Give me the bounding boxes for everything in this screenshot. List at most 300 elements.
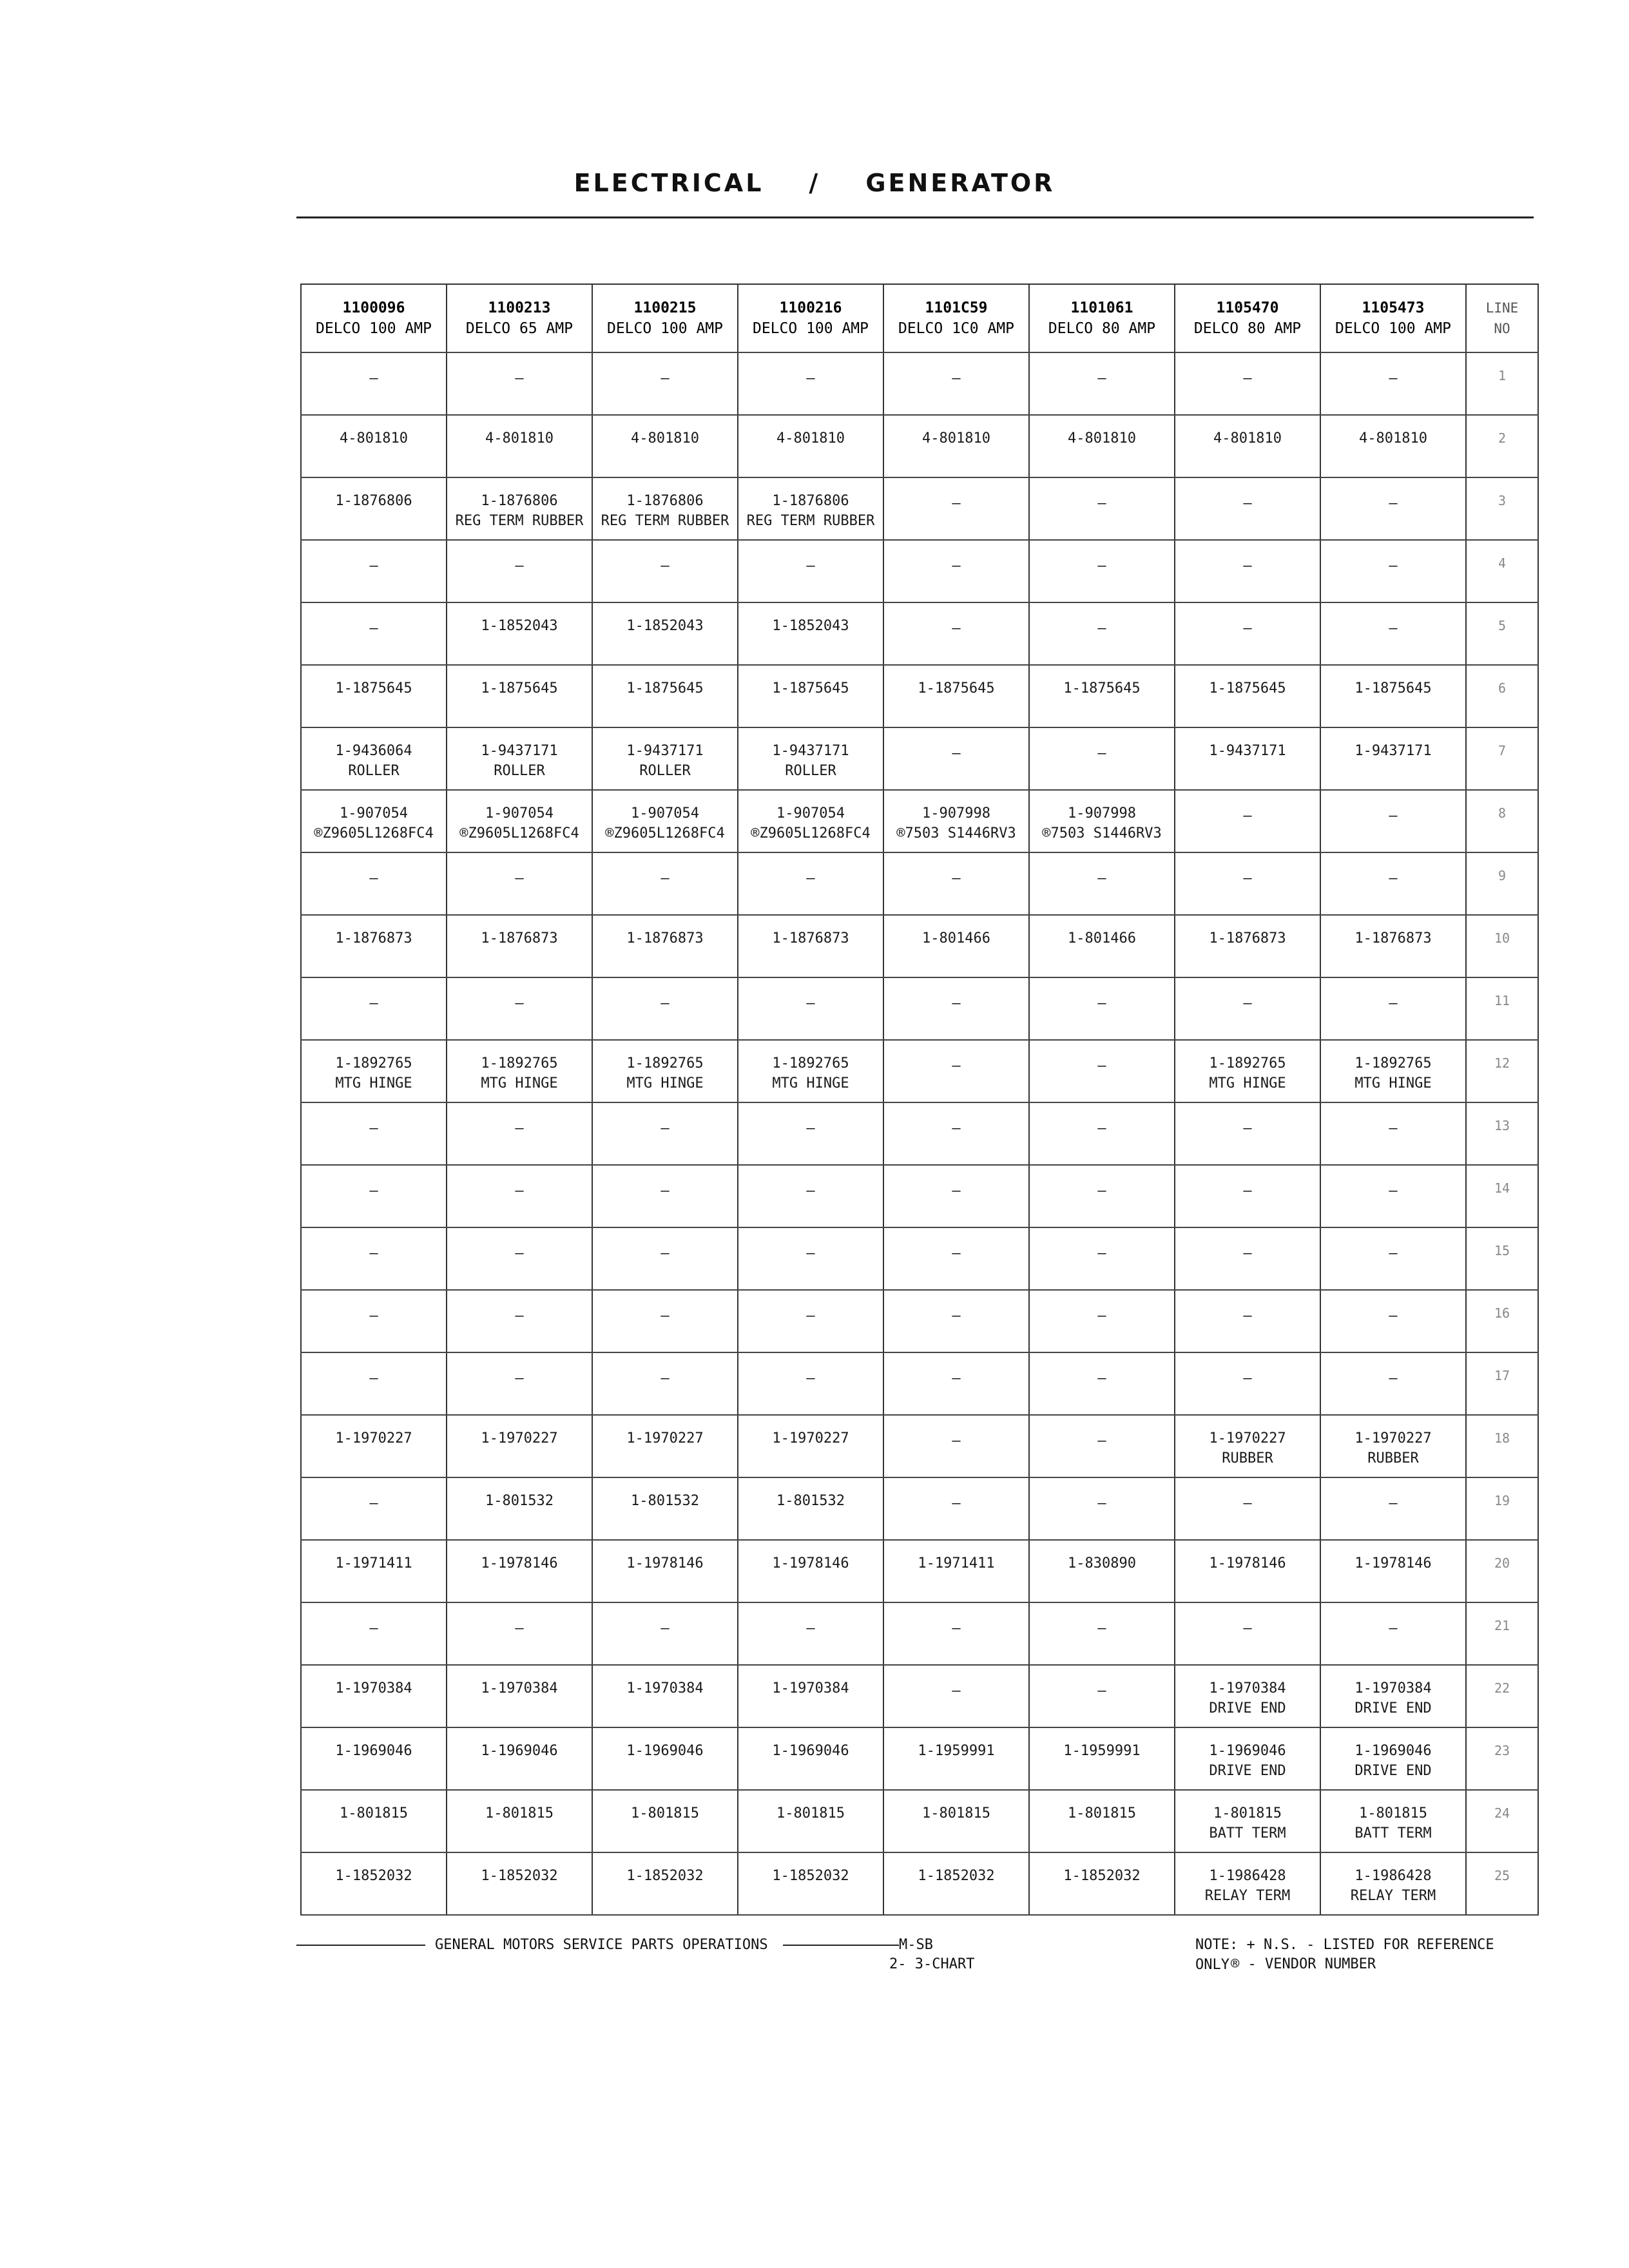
part-cell <box>883 852 1029 915</box>
column-part-number: 1101C59 <box>925 300 988 316</box>
part-note: DRIVE END <box>1354 1763 1432 1779</box>
part-number: 1-1971411 <box>335 1555 412 1571</box>
not-applicable-dash: — <box>1097 1308 1106 1324</box>
not-applicable-dash: — <box>1097 1245 1106 1262</box>
column-part-number: 1105470 <box>1216 300 1279 316</box>
part-cell <box>592 415 738 477</box>
part-cell <box>1029 477 1175 540</box>
part-note: MTG HINGE <box>335 1075 412 1091</box>
part-cell <box>738 1040 883 1102</box>
not-applicable-dash: — <box>1097 1620 1106 1637</box>
table-row <box>301 1665 1538 1727</box>
line-number: 11 <box>1466 977 1538 1040</box>
part-cell <box>447 1727 592 1790</box>
part-cell <box>447 1352 592 1415</box>
part-number: 1-801532 <box>485 1493 554 1509</box>
header-row <box>301 284 1538 352</box>
part-cell <box>883 1102 1029 1165</box>
part-cell <box>883 977 1029 1040</box>
part-cell <box>592 1602 738 1665</box>
part-cell <box>1029 540 1175 602</box>
part-number: 4-801810 <box>922 430 990 447</box>
not-applicable-dash: — <box>806 1308 815 1324</box>
part-cell <box>1175 1665 1320 1727</box>
part-cell <box>1175 1790 1320 1852</box>
part-cell <box>447 1102 592 1165</box>
part-cell <box>1175 790 1320 852</box>
part-cell <box>883 1790 1029 1852</box>
part-cell <box>1175 665 1320 727</box>
not-applicable-dash: — <box>806 1370 815 1387</box>
part-cell <box>592 1415 738 1477</box>
part-cell <box>1175 1602 1320 1665</box>
table-row <box>301 915 1538 977</box>
title-section: ELECTRICAL <box>574 169 764 197</box>
not-applicable-dash: — <box>1389 558 1398 574</box>
part-cell <box>301 1352 447 1415</box>
part-cell <box>1320 1040 1466 1102</box>
not-applicable-dash: — <box>515 558 524 574</box>
footer-rule-left <box>296 1945 425 1946</box>
part-cell <box>883 602 1029 665</box>
not-applicable-dash: — <box>806 1120 815 1137</box>
not-applicable-dash: — <box>369 620 378 637</box>
part-note: MTG HINGE <box>1209 1075 1286 1091</box>
footer-publisher: GENERAL MOTORS SERVICE PARTS OPERATIONS <box>435 1937 768 1953</box>
part-cell <box>1320 1165 1466 1227</box>
not-applicable-dash: — <box>1097 1495 1106 1512</box>
title-subsection: GENERATOR <box>865 169 1055 197</box>
table-row <box>301 540 1538 602</box>
column-part-number: 1100215 <box>633 300 697 316</box>
part-cell <box>1175 477 1320 540</box>
part-cell <box>1175 415 1320 477</box>
part-cell <box>1175 727 1320 790</box>
part-cell <box>447 477 592 540</box>
not-applicable-dash: — <box>1243 1620 1252 1637</box>
table-row <box>301 1165 1538 1227</box>
part-cell <box>301 1415 447 1477</box>
not-applicable-dash: — <box>806 1245 815 1262</box>
not-applicable-dash: — <box>1389 1183 1398 1199</box>
part-number: 1-1876873 <box>335 930 412 947</box>
part-cell <box>301 1477 447 1540</box>
part-number: 1-801466 <box>1068 930 1136 947</box>
table-row <box>301 602 1538 665</box>
part-cell <box>1320 852 1466 915</box>
part-number: 1-1876873 <box>1354 930 1432 947</box>
not-applicable-dash: — <box>369 1370 378 1387</box>
part-cell <box>1175 1165 1320 1227</box>
not-applicable-dash: — <box>952 1683 961 1699</box>
column-part-number: 1100216 <box>779 300 842 316</box>
not-applicable-dash: — <box>1243 1370 1252 1387</box>
column-header <box>447 284 592 352</box>
not-applicable-dash: — <box>1243 370 1252 387</box>
line-number: 12 <box>1466 1040 1538 1102</box>
not-applicable-dash: — <box>1389 808 1398 824</box>
part-cell <box>1029 1290 1175 1352</box>
part-number: 1-9437171 <box>481 743 558 759</box>
not-applicable-dash: — <box>1243 1308 1252 1324</box>
part-note: DRIVE END <box>1354 1700 1432 1716</box>
part-cell <box>301 1540 447 1602</box>
line-number: 7 <box>1466 727 1538 790</box>
part-number: 1-801815 <box>922 1805 990 1821</box>
part-cell <box>738 1227 883 1290</box>
part-cell <box>592 1165 738 1227</box>
line-number: 9 <box>1466 852 1538 915</box>
not-applicable-dash: — <box>806 995 815 1012</box>
part-cell <box>738 540 883 602</box>
part-number: 1-1892765 <box>626 1055 704 1072</box>
part-note: REG TERM RUBBER <box>746 513 875 529</box>
part-cell <box>883 1165 1029 1227</box>
part-cell <box>447 1290 592 1352</box>
part-number: 1-1970227 <box>626 1430 704 1446</box>
part-cell <box>301 1665 447 1727</box>
column-description: DELCO 65 AMP <box>465 320 574 337</box>
not-applicable-dash: — <box>952 495 961 512</box>
part-cell <box>1175 1352 1320 1415</box>
part-cell <box>1320 1102 1466 1165</box>
part-cell <box>592 1540 738 1602</box>
not-applicable-dash: — <box>1389 1495 1398 1512</box>
part-number: 1-1970384 <box>1209 1680 1286 1696</box>
part-number: 1-1970227 <box>481 1430 558 1446</box>
not-applicable-dash: — <box>660 1308 670 1324</box>
part-number: 1-1970227 <box>335 1430 412 1446</box>
part-cell <box>592 1477 738 1540</box>
part-note: MTG HINGE <box>772 1075 849 1091</box>
part-cell <box>738 1352 883 1415</box>
part-cell <box>883 1352 1029 1415</box>
part-cell <box>1029 1665 1175 1727</box>
part-cell <box>883 790 1029 852</box>
part-cell <box>1320 1790 1466 1852</box>
title-underline <box>296 216 1534 218</box>
not-applicable-dash: — <box>660 558 670 574</box>
part-number: 1-801815 <box>485 1805 554 1821</box>
column-description: DELCO 80 AMP <box>1048 320 1156 337</box>
part-cell <box>1029 1227 1175 1290</box>
part-note: ROLLER <box>785 763 836 779</box>
part-note: REG TERM RUBBER <box>455 513 584 529</box>
not-applicable-dash: — <box>952 1495 961 1512</box>
part-note: REG TERM RUBBER <box>601 513 729 529</box>
part-cell <box>1029 1477 1175 1540</box>
part-cell <box>447 1852 592 1915</box>
part-cell <box>447 665 592 727</box>
part-number: 1-1970227 <box>1354 1430 1432 1446</box>
part-cell <box>883 415 1029 477</box>
part-cell <box>447 1790 592 1852</box>
part-cell <box>1320 1665 1466 1727</box>
not-applicable-dash: — <box>660 870 670 887</box>
not-applicable-dash: — <box>952 370 961 387</box>
table-row <box>301 1352 1538 1415</box>
part-cell <box>1320 665 1466 727</box>
column-header <box>1029 284 1175 352</box>
table-row <box>301 415 1538 477</box>
footer-note-ns: NOTE: + N.S. - LISTED FOR REFERENCE ONLY <box>1195 1937 1494 1973</box>
footer-note-vendor: ® - VENDOR NUMBER <box>1231 1956 1376 1972</box>
table-row <box>301 1290 1538 1352</box>
not-applicable-dash: — <box>369 995 378 1012</box>
part-cell <box>738 1540 883 1602</box>
part-number: 1-1978146 <box>772 1555 849 1571</box>
line-number: 15 <box>1466 1227 1538 1290</box>
part-number: 1-1876873 <box>481 930 558 947</box>
page-footer <box>296 1935 1534 1986</box>
part-number: 1-9437171 <box>772 743 849 759</box>
not-applicable-dash: — <box>1389 620 1398 637</box>
line-number: 21 <box>1466 1602 1538 1665</box>
not-applicable-dash: — <box>369 1620 378 1637</box>
line-number: 1 <box>1466 352 1538 415</box>
part-cell <box>883 1852 1029 1915</box>
part-number: 1-1969046 <box>772 1743 849 1759</box>
part-cell <box>1320 977 1466 1040</box>
not-applicable-dash: — <box>1097 1120 1106 1137</box>
not-applicable-dash: — <box>660 995 670 1012</box>
part-cell <box>447 852 592 915</box>
part-note: DRIVE END <box>1209 1763 1286 1779</box>
parts-chart-table <box>300 284 1539 1916</box>
part-number: 1-1986428 <box>1354 1868 1432 1884</box>
part-note: ROLLER <box>494 763 545 779</box>
part-cell <box>447 1040 592 1102</box>
part-number: 1-1892765 <box>481 1055 558 1072</box>
part-number: 1-1875645 <box>1354 680 1432 697</box>
not-applicable-dash: — <box>1243 995 1252 1012</box>
part-note: ®7503 S1446RV3 <box>1042 825 1162 841</box>
part-cell <box>738 602 883 665</box>
part-number: 1-1970384 <box>335 1680 412 1696</box>
part-cell <box>1029 1540 1175 1602</box>
not-applicable-dash: — <box>1097 370 1106 387</box>
line-number: 23 <box>1466 1727 1538 1790</box>
part-number: 4-801810 <box>340 430 408 447</box>
line-number: 16 <box>1466 1290 1538 1352</box>
not-applicable-dash: — <box>515 1620 524 1637</box>
line-number: 8 <box>1466 790 1538 852</box>
not-applicable-dash: — <box>515 1370 524 1387</box>
part-cell <box>1029 1102 1175 1165</box>
part-cell <box>738 1290 883 1352</box>
part-cell <box>1029 977 1175 1040</box>
part-number: 1-801815 <box>1213 1805 1282 1821</box>
part-number: 1-1852032 <box>481 1868 558 1884</box>
line-header-text: NO <box>1494 321 1510 336</box>
part-cell <box>1175 1290 1320 1352</box>
part-cell <box>1029 1852 1175 1915</box>
part-number: 1-1876806 <box>335 493 412 509</box>
part-cell <box>1320 477 1466 540</box>
not-applicable-dash: — <box>515 1245 524 1262</box>
not-applicable-dash: — <box>952 1370 961 1387</box>
part-number: 1-9437171 <box>1354 743 1432 759</box>
part-cell <box>301 1290 447 1352</box>
line-header-text: LINE <box>1485 300 1519 316</box>
not-applicable-dash: — <box>952 870 961 887</box>
part-cell <box>1320 1852 1466 1915</box>
line-number: 25 <box>1466 1852 1538 1915</box>
part-cell <box>447 415 592 477</box>
part-cell <box>447 602 592 665</box>
part-cell <box>1175 1540 1320 1602</box>
part-number: 1-1875645 <box>1063 680 1141 697</box>
part-cell <box>1175 352 1320 415</box>
part-cell <box>592 727 738 790</box>
not-applicable-dash: — <box>806 558 815 574</box>
part-cell <box>592 665 738 727</box>
part-number: 1-1986428 <box>1209 1868 1286 1884</box>
part-note: BATT TERM <box>1209 1825 1286 1841</box>
part-cell <box>1029 852 1175 915</box>
part-cell <box>883 1415 1029 1477</box>
part-cell <box>301 477 447 540</box>
not-applicable-dash: — <box>515 870 524 887</box>
part-cell <box>447 1165 592 1227</box>
part-number: 1-907054 <box>631 805 699 822</box>
part-cell <box>447 1665 592 1727</box>
part-cell <box>301 1790 447 1852</box>
part-number: 1-1876806 <box>481 493 558 509</box>
part-cell <box>592 1852 738 1915</box>
table-row <box>301 477 1538 540</box>
column-description: DELCO 100 AMP <box>752 320 869 337</box>
not-applicable-dash: — <box>660 1120 670 1137</box>
chart-body <box>301 352 1538 1915</box>
not-applicable-dash: — <box>1389 1620 1398 1637</box>
part-note: ®Z9605L1268FC4 <box>605 825 725 841</box>
part-cell <box>592 852 738 915</box>
part-cell <box>1320 727 1466 790</box>
part-cell <box>738 1727 883 1790</box>
not-applicable-dash: — <box>1243 495 1252 512</box>
part-number: 4-801810 <box>776 430 845 447</box>
not-applicable-dash: — <box>1097 1370 1106 1387</box>
table-row <box>301 1227 1538 1290</box>
not-applicable-dash: — <box>369 870 378 887</box>
part-number: 1-1971411 <box>918 1555 995 1571</box>
not-applicable-dash: — <box>1389 1308 1398 1324</box>
not-applicable-dash: — <box>515 1308 524 1324</box>
table-row <box>301 977 1538 1040</box>
part-number: 1-1876806 <box>626 493 704 509</box>
not-applicable-dash: — <box>660 1370 670 1387</box>
part-cell <box>883 1477 1029 1540</box>
part-number: 4-801810 <box>485 430 554 447</box>
part-cell <box>883 1727 1029 1790</box>
not-applicable-dash: — <box>369 370 378 387</box>
part-cell <box>447 915 592 977</box>
part-number: 1-1892765 <box>1209 1055 1286 1072</box>
part-number: 1-830890 <box>1068 1555 1136 1571</box>
part-cell <box>738 727 883 790</box>
part-cell <box>1320 915 1466 977</box>
not-applicable-dash: — <box>1097 995 1106 1012</box>
column-header <box>592 284 738 352</box>
part-cell <box>738 790 883 852</box>
part-cell <box>592 1290 738 1352</box>
not-applicable-dash: — <box>660 1183 670 1199</box>
chart-header <box>301 284 1538 352</box>
line-number: 22 <box>1466 1665 1538 1727</box>
not-applicable-dash: — <box>952 558 961 574</box>
not-applicable-dash: — <box>1243 870 1252 887</box>
part-cell <box>1029 1165 1175 1227</box>
part-cell <box>1320 1727 1466 1790</box>
column-header <box>738 284 883 352</box>
part-cell <box>592 540 738 602</box>
part-cell <box>447 1415 592 1477</box>
not-applicable-dash: — <box>952 1620 961 1637</box>
not-applicable-dash: — <box>952 1308 961 1324</box>
not-applicable-dash: — <box>1243 1120 1252 1137</box>
line-number: 24 <box>1466 1790 1538 1852</box>
part-cell <box>1175 1727 1320 1790</box>
not-applicable-dash: — <box>369 1245 378 1262</box>
line-number: 18 <box>1466 1415 1538 1477</box>
part-cell <box>1320 1602 1466 1665</box>
part-number: 1-1852032 <box>918 1868 995 1884</box>
part-number: 1-1970227 <box>1209 1430 1286 1446</box>
not-applicable-dash: — <box>806 870 815 887</box>
part-number: 1-1875645 <box>918 680 995 697</box>
not-applicable-dash: — <box>1389 995 1398 1012</box>
part-number: 1-1852043 <box>772 618 849 634</box>
part-cell <box>301 1040 447 1102</box>
part-cell <box>592 1102 738 1165</box>
part-note: ®Z9605L1268FC4 <box>314 825 434 841</box>
part-cell <box>883 352 1029 415</box>
part-number: 1-801532 <box>776 1493 845 1509</box>
part-cell <box>447 977 592 1040</box>
line-number: 4 <box>1466 540 1538 602</box>
part-number: 1-1875645 <box>626 680 704 697</box>
column-description: DELCO 80 AMP <box>1193 320 1302 337</box>
part-cell <box>1175 602 1320 665</box>
part-cell <box>1320 1540 1466 1602</box>
part-note: ®Z9605L1268FC4 <box>459 825 579 841</box>
part-cell <box>1175 1852 1320 1915</box>
not-applicable-dash: — <box>1097 1058 1106 1074</box>
part-number: 1-1852032 <box>772 1868 849 1884</box>
part-number: 1-1978146 <box>481 1555 558 1571</box>
part-number: 1-1892765 <box>772 1055 849 1072</box>
part-number: 1-1852032 <box>335 1868 412 1884</box>
part-cell <box>1320 1290 1466 1352</box>
part-number: 1-1969046 <box>481 1743 558 1759</box>
part-cell <box>883 1227 1029 1290</box>
line-number: 13 <box>1466 1102 1538 1165</box>
not-applicable-dash: — <box>515 370 524 387</box>
not-applicable-dash: — <box>1389 370 1398 387</box>
table-row <box>301 1415 1538 1477</box>
part-cell <box>301 1102 447 1165</box>
not-applicable-dash: — <box>1243 620 1252 637</box>
column-header <box>883 284 1029 352</box>
not-applicable-dash: — <box>952 995 961 1012</box>
table-row <box>301 1790 1538 1852</box>
column-header <box>301 284 447 352</box>
footer-chart-number: 2- 3-CHART <box>889 1956 975 1972</box>
column-description: DELCO 1C0 AMP <box>898 320 1014 337</box>
not-applicable-dash: — <box>1389 1370 1398 1387</box>
not-applicable-dash: — <box>1243 808 1252 824</box>
